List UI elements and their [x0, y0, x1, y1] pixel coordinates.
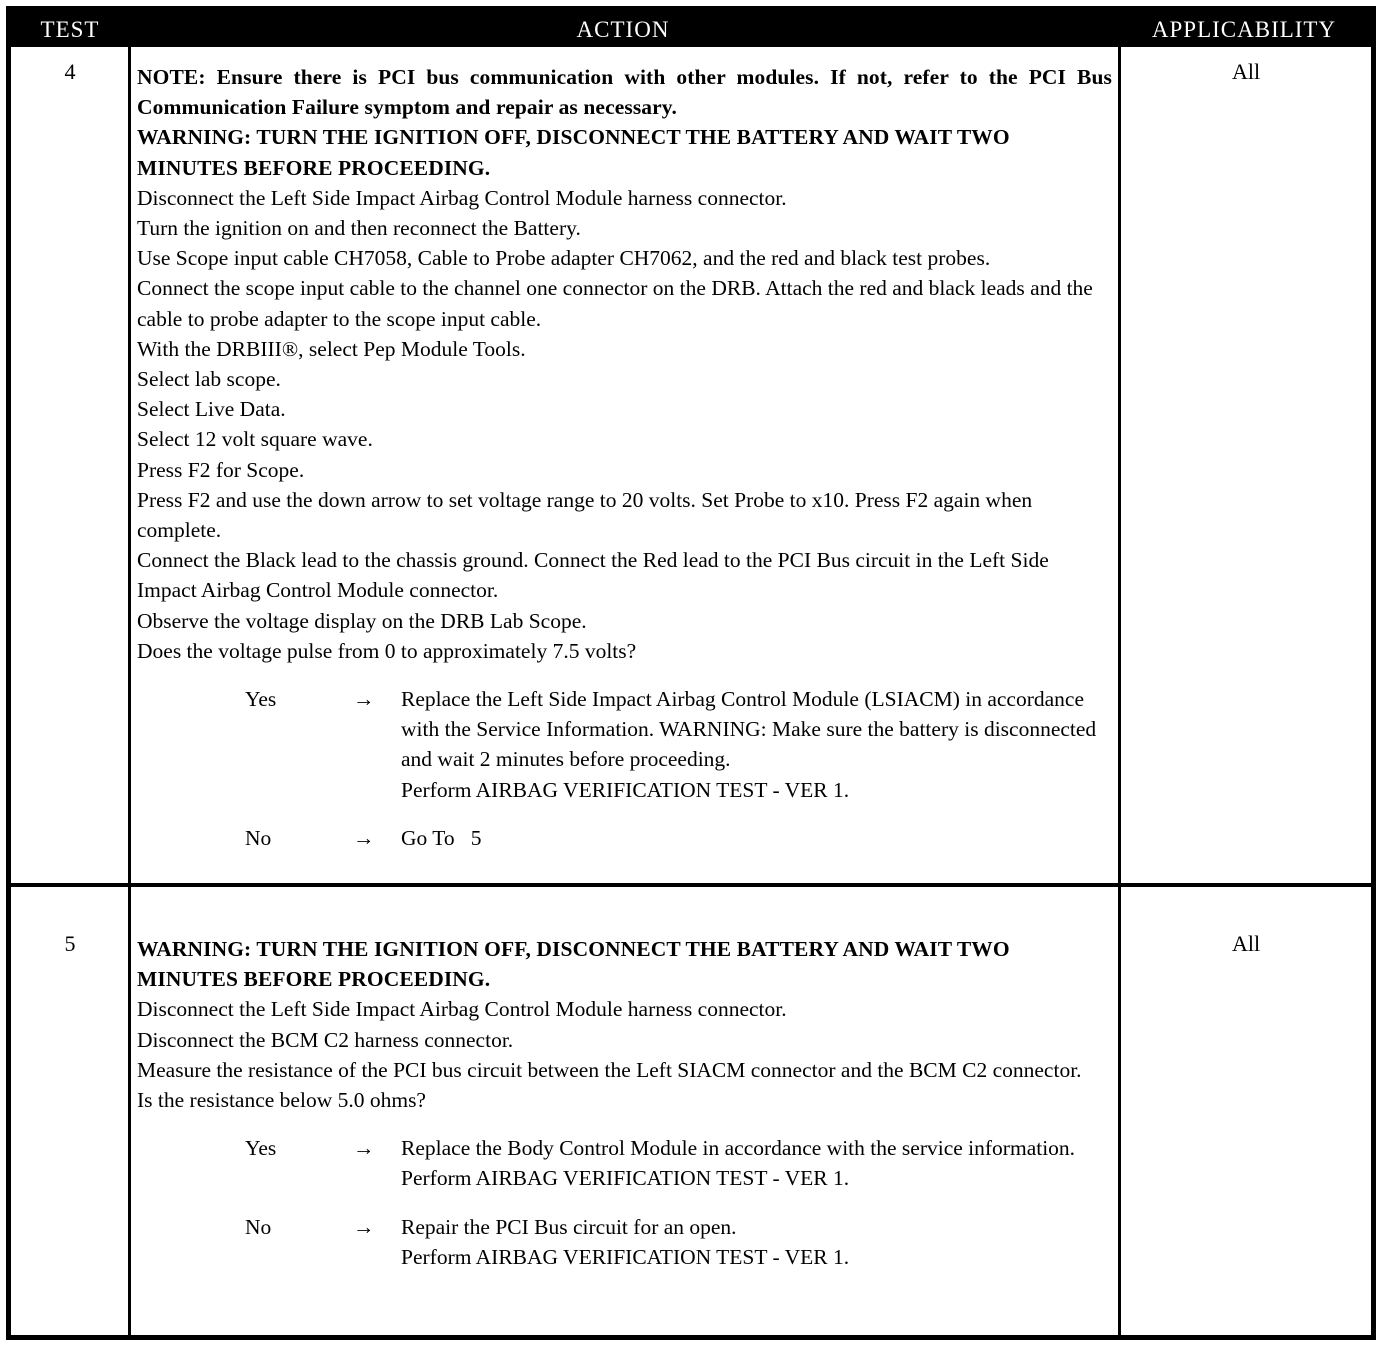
yes-outcome — [137, 1133, 1112, 1193]
yes-outcome — [137, 684, 1112, 805]
action-cell — [137, 934, 1112, 1272]
column-divider — [1118, 47, 1121, 1335]
test-number: 4 — [64, 59, 76, 84]
arrow-right-icon: → — [353, 687, 375, 712]
column-divider — [128, 47, 131, 1335]
yes-label: Yes — [245, 1136, 277, 1161]
step-text: With the DRBIII®, select Pep Module Tools. — [137, 336, 526, 361]
test-table — [6, 6, 1376, 1340]
step-text: Select lab scope. — [137, 367, 281, 392]
no-result — [401, 1212, 1112, 1272]
warning-text: WARNING: TURN THE IGNITION OFF, DISCONNECT THE BATTERY AND WAIT TWO MINUTES BEFORE PROCEEDING. — [137, 937, 1010, 992]
applicability-value: All — [1231, 931, 1261, 956]
result-text: Repair the PCI Bus circuit for an open. — [401, 1214, 737, 1239]
step-text: Press F2 and use the down arrow to set voltage range to 20 volts. Set Probe to x10. Press F2 again when complete. — [137, 487, 1033, 543]
arrow-right-icon: → — [353, 1136, 375, 1161]
applicability-value: All — [1231, 59, 1261, 84]
step-text: Press F2 for Scope. — [137, 457, 305, 482]
step-text: Disconnect the Left Side Impact Airbag Control Module harness connector. — [137, 997, 787, 1022]
result-text: Perform AIRBAG VERIFICATION TEST - VER 1. — [401, 1244, 850, 1269]
step-text: Turn the ignition on and then reconnect the Battery. — [137, 216, 581, 241]
step-text: Observe the voltage display on the DRB Lab Scope. — [137, 608, 587, 633]
no-outcome — [137, 1212, 1112, 1272]
test-number: 5 — [64, 931, 76, 956]
step-text: Connect the scope input cable to the channel one connector on the DRB. Attach the red and black leads and the cable to probe adapter to the scope input cable. — [137, 276, 1093, 331]
step-text: Measure the resistance of the PCI bus circuit between the Left SIACM connector and the BCM C2 connector. — [137, 1057, 1082, 1082]
result-text: Perform AIRBAG VERIFICATION TEST - VER 1. — [401, 1166, 850, 1191]
step-text: Select Live Data. — [137, 397, 286, 422]
step-text: Is the resistance below 5.0 ohms? — [137, 1088, 426, 1113]
warning-text: WARNING: TURN THE IGNITION OFF, DISCONNECT THE BATTERY AND WAIT TWO MINUTES BEFORE PROCEEDING. — [137, 125, 1010, 180]
result-text: Perform AIRBAG VERIFICATION TEST - VER 1. — [401, 777, 850, 802]
arrow-right-icon: → — [353, 825, 375, 850]
step-text: Disconnect the BCM C2 harness connector. — [137, 1027, 514, 1052]
row-divider — [11, 883, 1371, 887]
header-applicability: APPLICABILITY — [1151, 17, 1337, 42]
arrow-right-icon: → — [353, 1214, 375, 1239]
yes-result — [401, 684, 1112, 805]
no-label: No — [245, 1214, 272, 1239]
step-text: Does the voltage pulse from 0 to approximately 7.5 volts? — [137, 638, 637, 663]
yes-label: Yes — [245, 687, 277, 712]
step-text: Disconnect the Left Side Impact Airbag Control Module harness connector. — [137, 185, 787, 210]
result-text: Replace the Left Side Impact Airbag Control Module (LSIACM) in accordance with the Service Information. WARNING: Make sure the battery is disconnected and wait 2 minutes before proceeding. — [401, 687, 1097, 772]
header-test: TEST — [40, 17, 100, 42]
yes-result — [401, 1133, 1112, 1193]
result-text: Go To 5 — [401, 825, 482, 850]
step-text: Use Scope input cable CH7058, Cable to Probe adapter CH7062, and the red and black test probes. — [137, 246, 991, 271]
header-action: ACTION — [576, 17, 670, 42]
no-result — [401, 823, 1112, 853]
table-header — [11, 11, 1371, 47]
no-outcome — [137, 823, 1112, 853]
result-text: Replace the Body Control Module in accordance with the service information. — [401, 1136, 1076, 1161]
step-text: Connect the Black lead to the chassis ground. Connect the Red lead to the PCI Bus circuit in the Left Side Impact Airbag Control Module connector. — [137, 548, 1049, 603]
step-text: Select 12 volt square wave. — [137, 427, 373, 452]
no-label: No — [245, 825, 272, 850]
note-text: NOTE: Ensure there is PCI bus communication with other modules. If not, refer to the PCI Bus Communication Failure symptom and repair as necessary. — [137, 65, 1112, 120]
action-cell — [137, 62, 1112, 853]
